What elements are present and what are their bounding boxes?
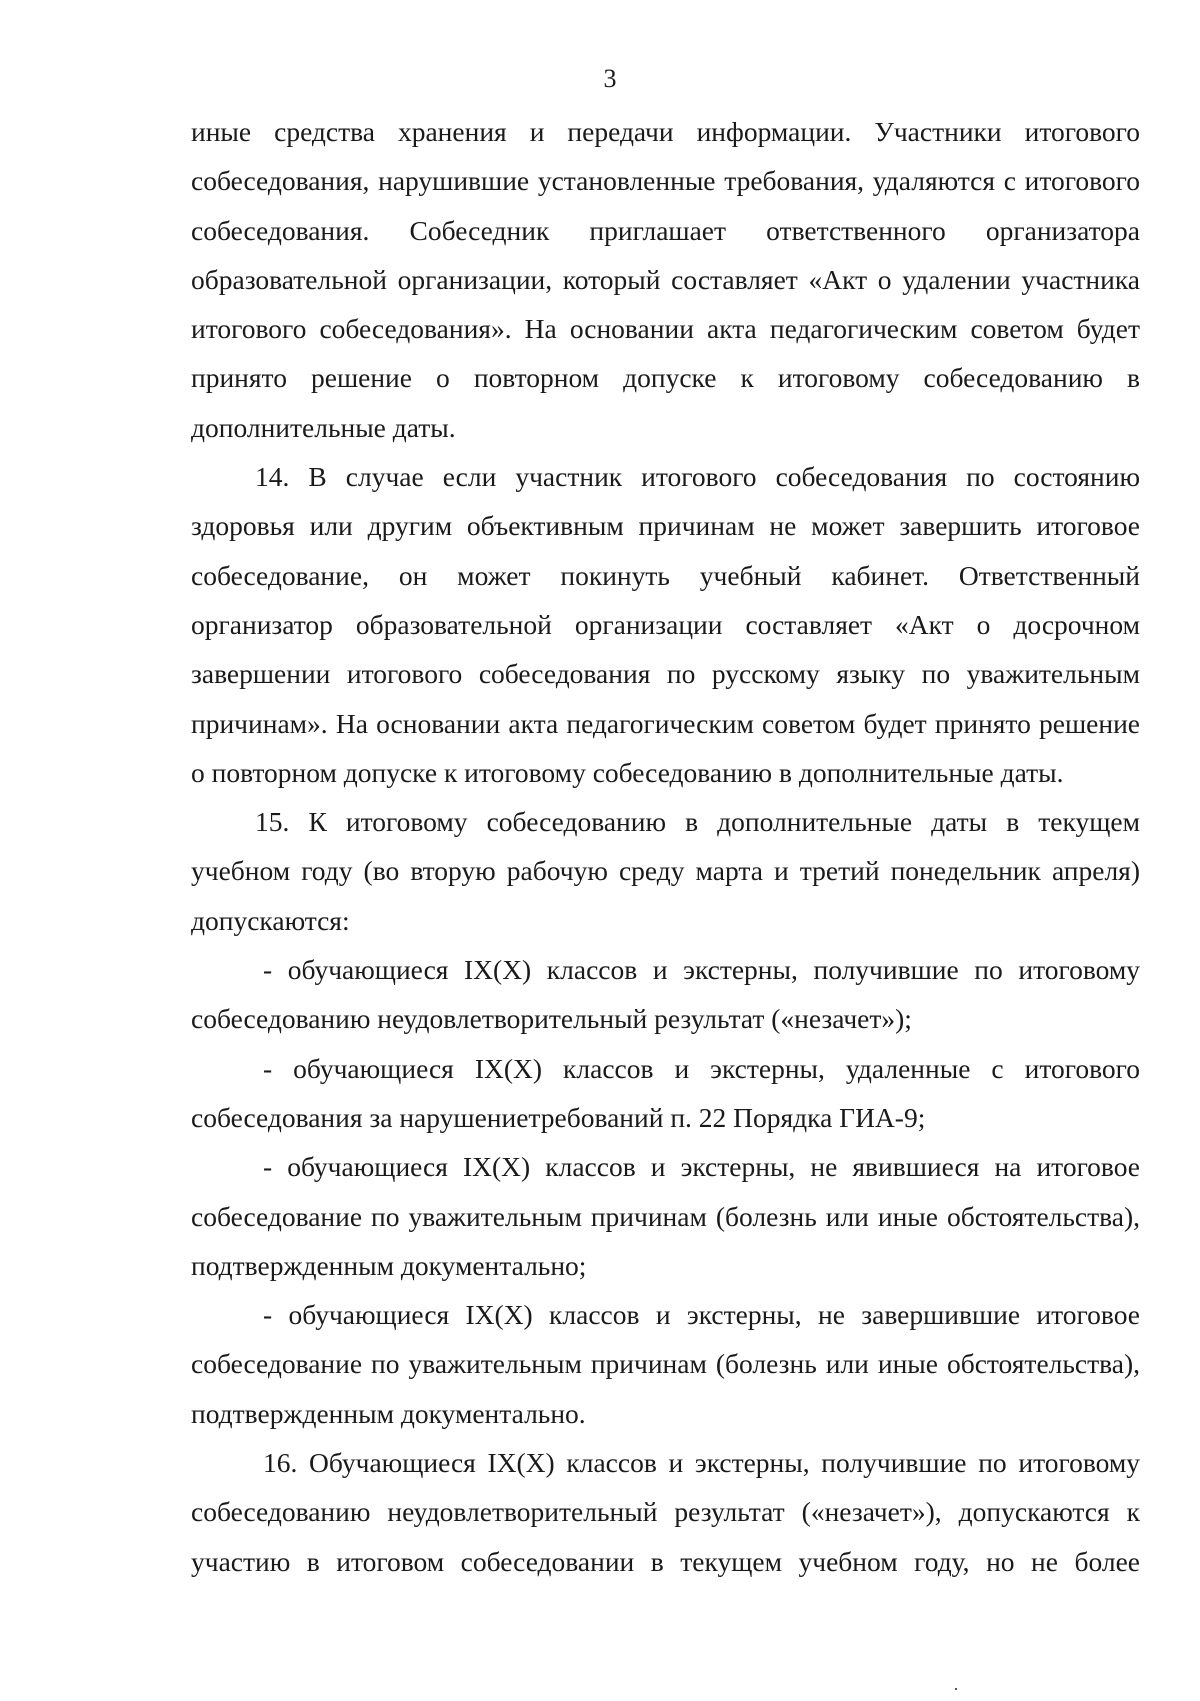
document-body [191,107,1140,1586]
paragraph-14: 14. В случае если участник итогового собеседования по состоянию здоровья или другим объективным причинам не может завершить итоговое собеседование, он может покинуть учебный кабинет. Ответственный организатор образовательной организации составляет «Акт о досрочном завершении итогового собеседования по русскому языку по уважительным причинам». На основании акта педагогическим советом будет принято решение о повторном допуске к итоговому собеседованию в дополнительные даты. [191,461,1140,788]
list-item: - обучающиеся IX(X) классов и экстерны, получившие по итоговому собеседованию неудовлетворительный результат («незачет»); [191,954,1140,1035]
page-number: 3 [603,64,617,93]
paragraph-15: 15. К итоговому собеседованию в дополнительные даты в текущем учебном году (во вторую рабочую среду марта и третий понедельник апреля) допускаются: [191,806,1140,936]
paragraph-13-continuation: иные средства хранения и передачи информации. Участники итогового собеседования, нарушившие установленные требования, удаляются с итогового собеседования. Собеседник приглашает ответственного организатора образовательной организации, который составляет «Акт о удалении участника итогового собеседования». На основании акта педагогическим советом будет принято решение о повторном допуске к итоговому собеседованию в дополнительные даты. [191,116,1140,443]
list-item: - обучающиеся IX(X) классов и экстерны, не явившиеся на итоговое собеседование по уважительным причинам (болезнь или иные обстоятельства), подтвержденным документально; [191,1151,1140,1281]
scan-speck [955,1688,957,1690]
list-item: - обучающиеся IX(X) классов и экстерны, удаленные с итогового собеседования за нарушениетребований п. 22 Порядка ГИА-9; [191,1052,1140,1133]
list-item: - обучающиеся IX(X) классов и экстерны, не завершившие итоговое собеседование по уважительным причинам (болезнь или иные обстоятельства), подтвержденным документально. [191,1299,1140,1429]
paragraph-16: 16. Обучающиеся IX(X) классов и экстерны, получившие по итоговому собеседованию неудовлетворительный результат («незачет»), допускаются к участию в итоговом собеседовании в текущем учебном году, но не более [191,1447,1140,1577]
